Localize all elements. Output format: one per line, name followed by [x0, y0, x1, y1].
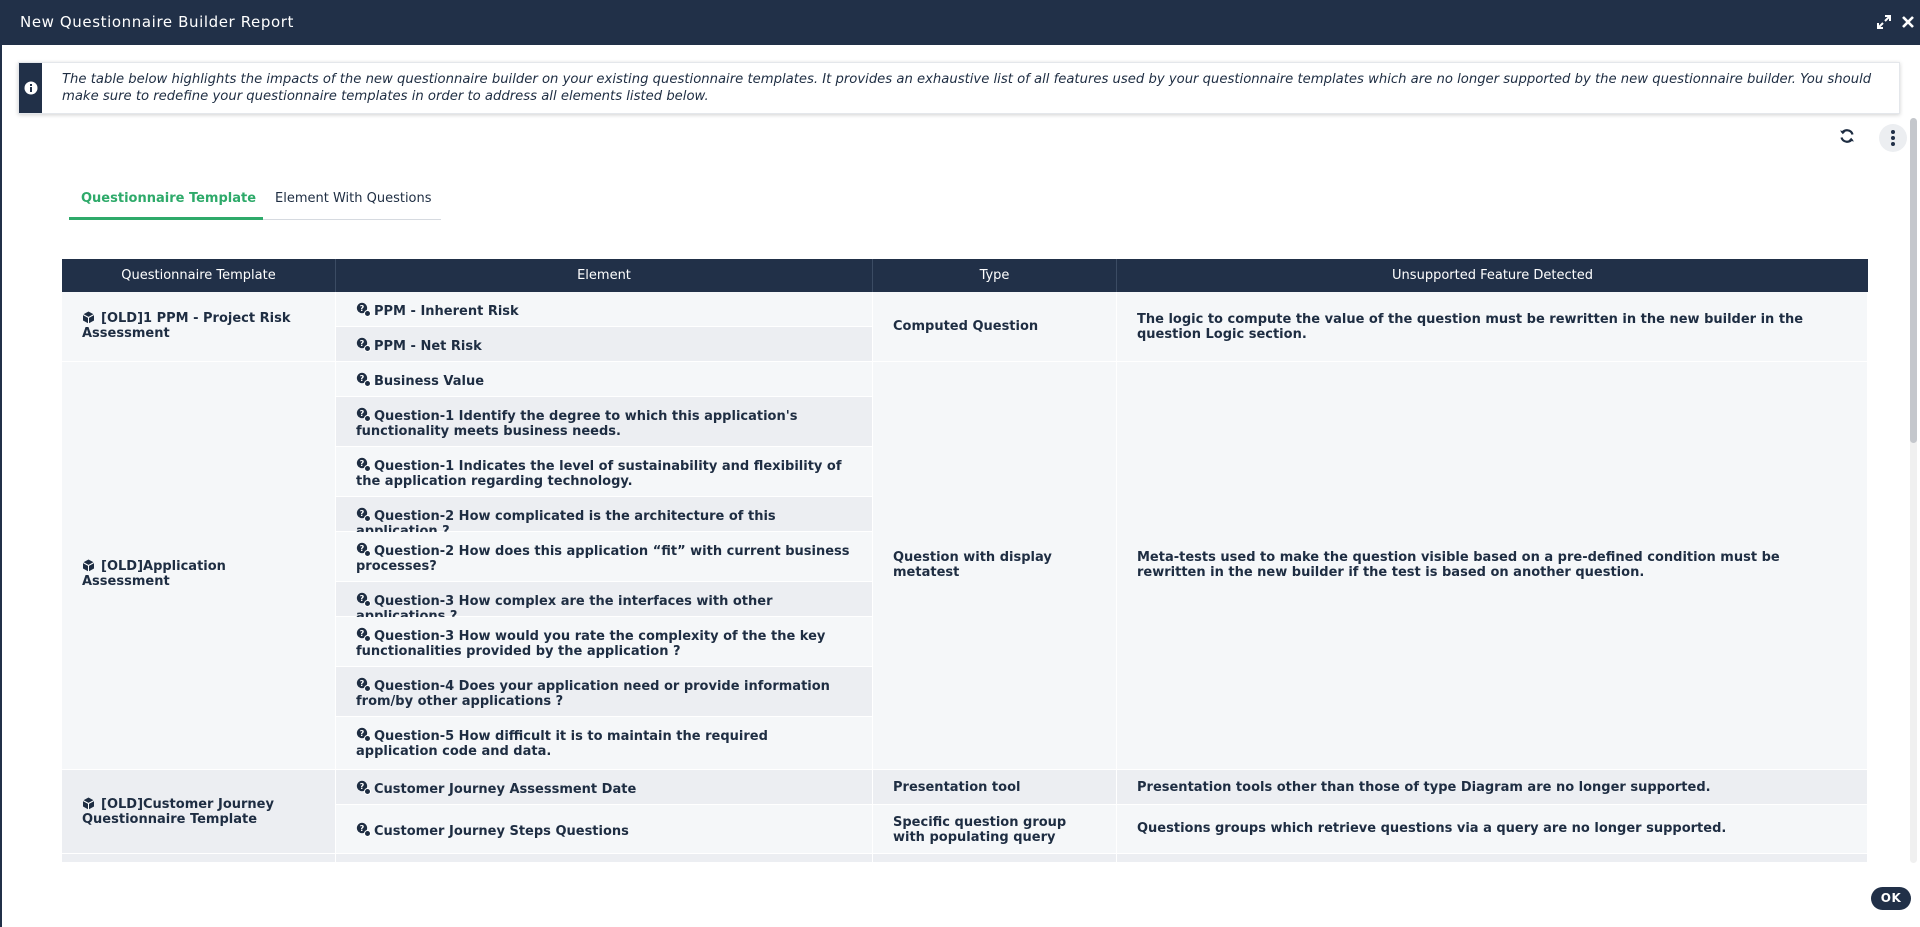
type-text: Specific question group with populating query	[893, 815, 1067, 845]
report-table	[62, 259, 1868, 863]
table-row-element-cell	[336, 805, 873, 854]
column-header-type[interactable]: Type	[873, 259, 1117, 292]
more-options-icon[interactable]	[1879, 124, 1907, 152]
svg-text:?: ?	[359, 339, 365, 348]
questionnaire-template-icon	[82, 797, 97, 812]
question-icon	[356, 727, 369, 740]
element-name: Customer Journey Assessment Date	[374, 782, 637, 797]
info-text: The table below highlights the impacts of the new questionnaire builder on your existing questionnaire templates. It provides an exhaustive list of all features used by your questionnaire templates which are no longer supported by the new questionnaire builder. You should make sure to redefine your questionnaire templates in order to address all elements listed below.	[62, 72, 1872, 104]
window-titlebar	[0, 0, 1920, 45]
table-row-element-cell	[336, 327, 873, 362]
table-row-feature-cell	[1117, 292, 1868, 362]
question-icon	[356, 302, 369, 315]
table-row-feature-cell	[1117, 805, 1868, 854]
element-name: PPM - Inherent Risk	[374, 304, 519, 319]
table-row-element-cell	[336, 667, 873, 717]
template-name: [OLD]1 PPM - Project Risk Assessment	[82, 311, 291, 341]
question-icon	[356, 337, 369, 350]
question-icon	[356, 457, 369, 470]
element-name: Question-1 Indicates the level of sustainability and flexibility of the application regarding technology.	[356, 459, 842, 489]
element-name: Question-5 How difficult it is to maintain the required application code and data.	[356, 729, 768, 759]
svg-text:?: ?	[359, 374, 365, 383]
svg-text:?: ?	[359, 409, 365, 418]
question-icon	[356, 822, 369, 835]
element-name: Question-2 How complicated is the architecture of this	[374, 509, 776, 524]
element-name: Customer Journey Steps Questions	[374, 824, 629, 839]
question-icon	[356, 592, 369, 605]
feature-text: Questions groups which retrieve questions via a query are no longer supported.	[1137, 821, 1727, 836]
table-row-type-cell	[873, 362, 1117, 770]
ok-button[interactable]: OK	[1871, 887, 1911, 910]
table-row-element-cell	[336, 362, 873, 397]
question-icon	[356, 627, 369, 640]
template-name: [OLD]Application Assessment	[82, 559, 226, 589]
expand-icon[interactable]	[1873, 11, 1895, 33]
column-header-template[interactable]: Questionnaire Template	[62, 259, 336, 292]
tab-element-with-questions[interactable]: Element With Questions	[275, 191, 432, 206]
table-row-feature-cell	[1117, 770, 1868, 805]
tab-bar	[69, 183, 441, 220]
table-row-element-cell	[336, 447, 873, 497]
column-header-feature[interactable]: Unsupported Feature Detected	[1392, 268, 1593, 283]
question-icon	[356, 372, 369, 385]
type-text: Computed Question	[893, 319, 1039, 334]
type-text: Presentation tool	[893, 780, 1021, 795]
question-icon	[356, 677, 369, 690]
svg-text:?: ?	[359, 544, 365, 553]
table-row-feature-cell	[1117, 362, 1868, 770]
feature-text: Meta-tests used to make the question visible based on a pre-defined condition must be rewritten in the new builder if the test is based on another question.	[1137, 550, 1780, 580]
table-row-element-cell	[336, 397, 873, 447]
info-banner	[18, 62, 1900, 114]
type-text: Question with display metatest	[893, 550, 1052, 580]
column-header-element[interactable]: Element	[336, 259, 873, 292]
table-row-partial	[873, 854, 1117, 863]
table-row-type-cell	[873, 805, 1117, 854]
table-row-type-cell	[873, 292, 1117, 362]
questionnaire-template-icon	[82, 559, 97, 574]
table-row-element-cell	[336, 497, 873, 532]
table-row-partial	[336, 854, 873, 863]
svg-text:?: ?	[359, 304, 365, 313]
refresh-icon[interactable]	[1836, 125, 1858, 147]
scrollbar[interactable]	[1910, 118, 1917, 863]
table-row-element-cell	[336, 617, 873, 667]
table-row-element-cell	[336, 532, 873, 582]
table-row-template-cell	[62, 292, 336, 362]
questionnaire-template-icon	[82, 311, 97, 326]
window-title: New Questionnaire Builder Report	[20, 13, 295, 31]
table-row-partial	[62, 854, 336, 863]
svg-text:?: ?	[359, 594, 365, 603]
table-row-element-cell	[336, 770, 873, 805]
tab-questionnaire-template[interactable]: Questionnaire Template	[69, 183, 263, 220]
feature-text: Presentation tools other than those of type Diagram are no longer supported.	[1137, 780, 1711, 795]
svg-text:?: ?	[359, 824, 365, 833]
window-border	[0, 45, 2, 927]
element-name: Question-3 How complex are the interfaces with other	[374, 594, 773, 609]
element-name: Question-4 Does your application need or provide information from/by other applications ?	[356, 679, 830, 709]
feature-text: The logic to compute the value of the question must be rewritten in the new builder in the question Logic section.	[1137, 312, 1804, 342]
element-name: Question-3 How would you rate the complexity of the the key functionalities provided by the application ?	[356, 629, 826, 659]
question-icon	[356, 542, 369, 555]
template-name: [OLD]Customer Journey Questionnaire Template	[82, 797, 274, 827]
table-row-element-cell	[336, 292, 873, 327]
info-icon	[19, 63, 42, 113]
table-row-element-cell	[336, 717, 873, 770]
svg-text:?: ?	[359, 729, 365, 738]
scrollbar-thumb[interactable]	[1910, 118, 1917, 443]
table-row-template-cell	[62, 770, 336, 854]
element-name: Business Value	[374, 374, 485, 389]
close-icon[interactable]	[1897, 11, 1919, 33]
table-row-partial	[1117, 854, 1868, 863]
svg-text:?: ?	[359, 782, 365, 791]
svg-text:?: ?	[359, 459, 365, 468]
svg-text:?: ?	[359, 679, 365, 688]
table-row-template-cell	[62, 362, 336, 770]
question-icon	[356, 507, 369, 520]
question-icon	[356, 780, 369, 793]
question-icon	[356, 407, 369, 420]
table-row-type-cell	[873, 770, 1117, 805]
table-header	[62, 259, 1868, 292]
table-row-element-cell	[336, 582, 873, 617]
svg-text:?: ?	[359, 629, 365, 638]
svg-text:?: ?	[359, 509, 365, 518]
element-name: Question-2 How does this application “fit” with current business processes?	[356, 544, 850, 574]
element-name: PPM - Net Risk	[374, 339, 482, 354]
element-name: Question-1 Identify the degree to which this application's functionality meets business needs.	[356, 409, 798, 439]
